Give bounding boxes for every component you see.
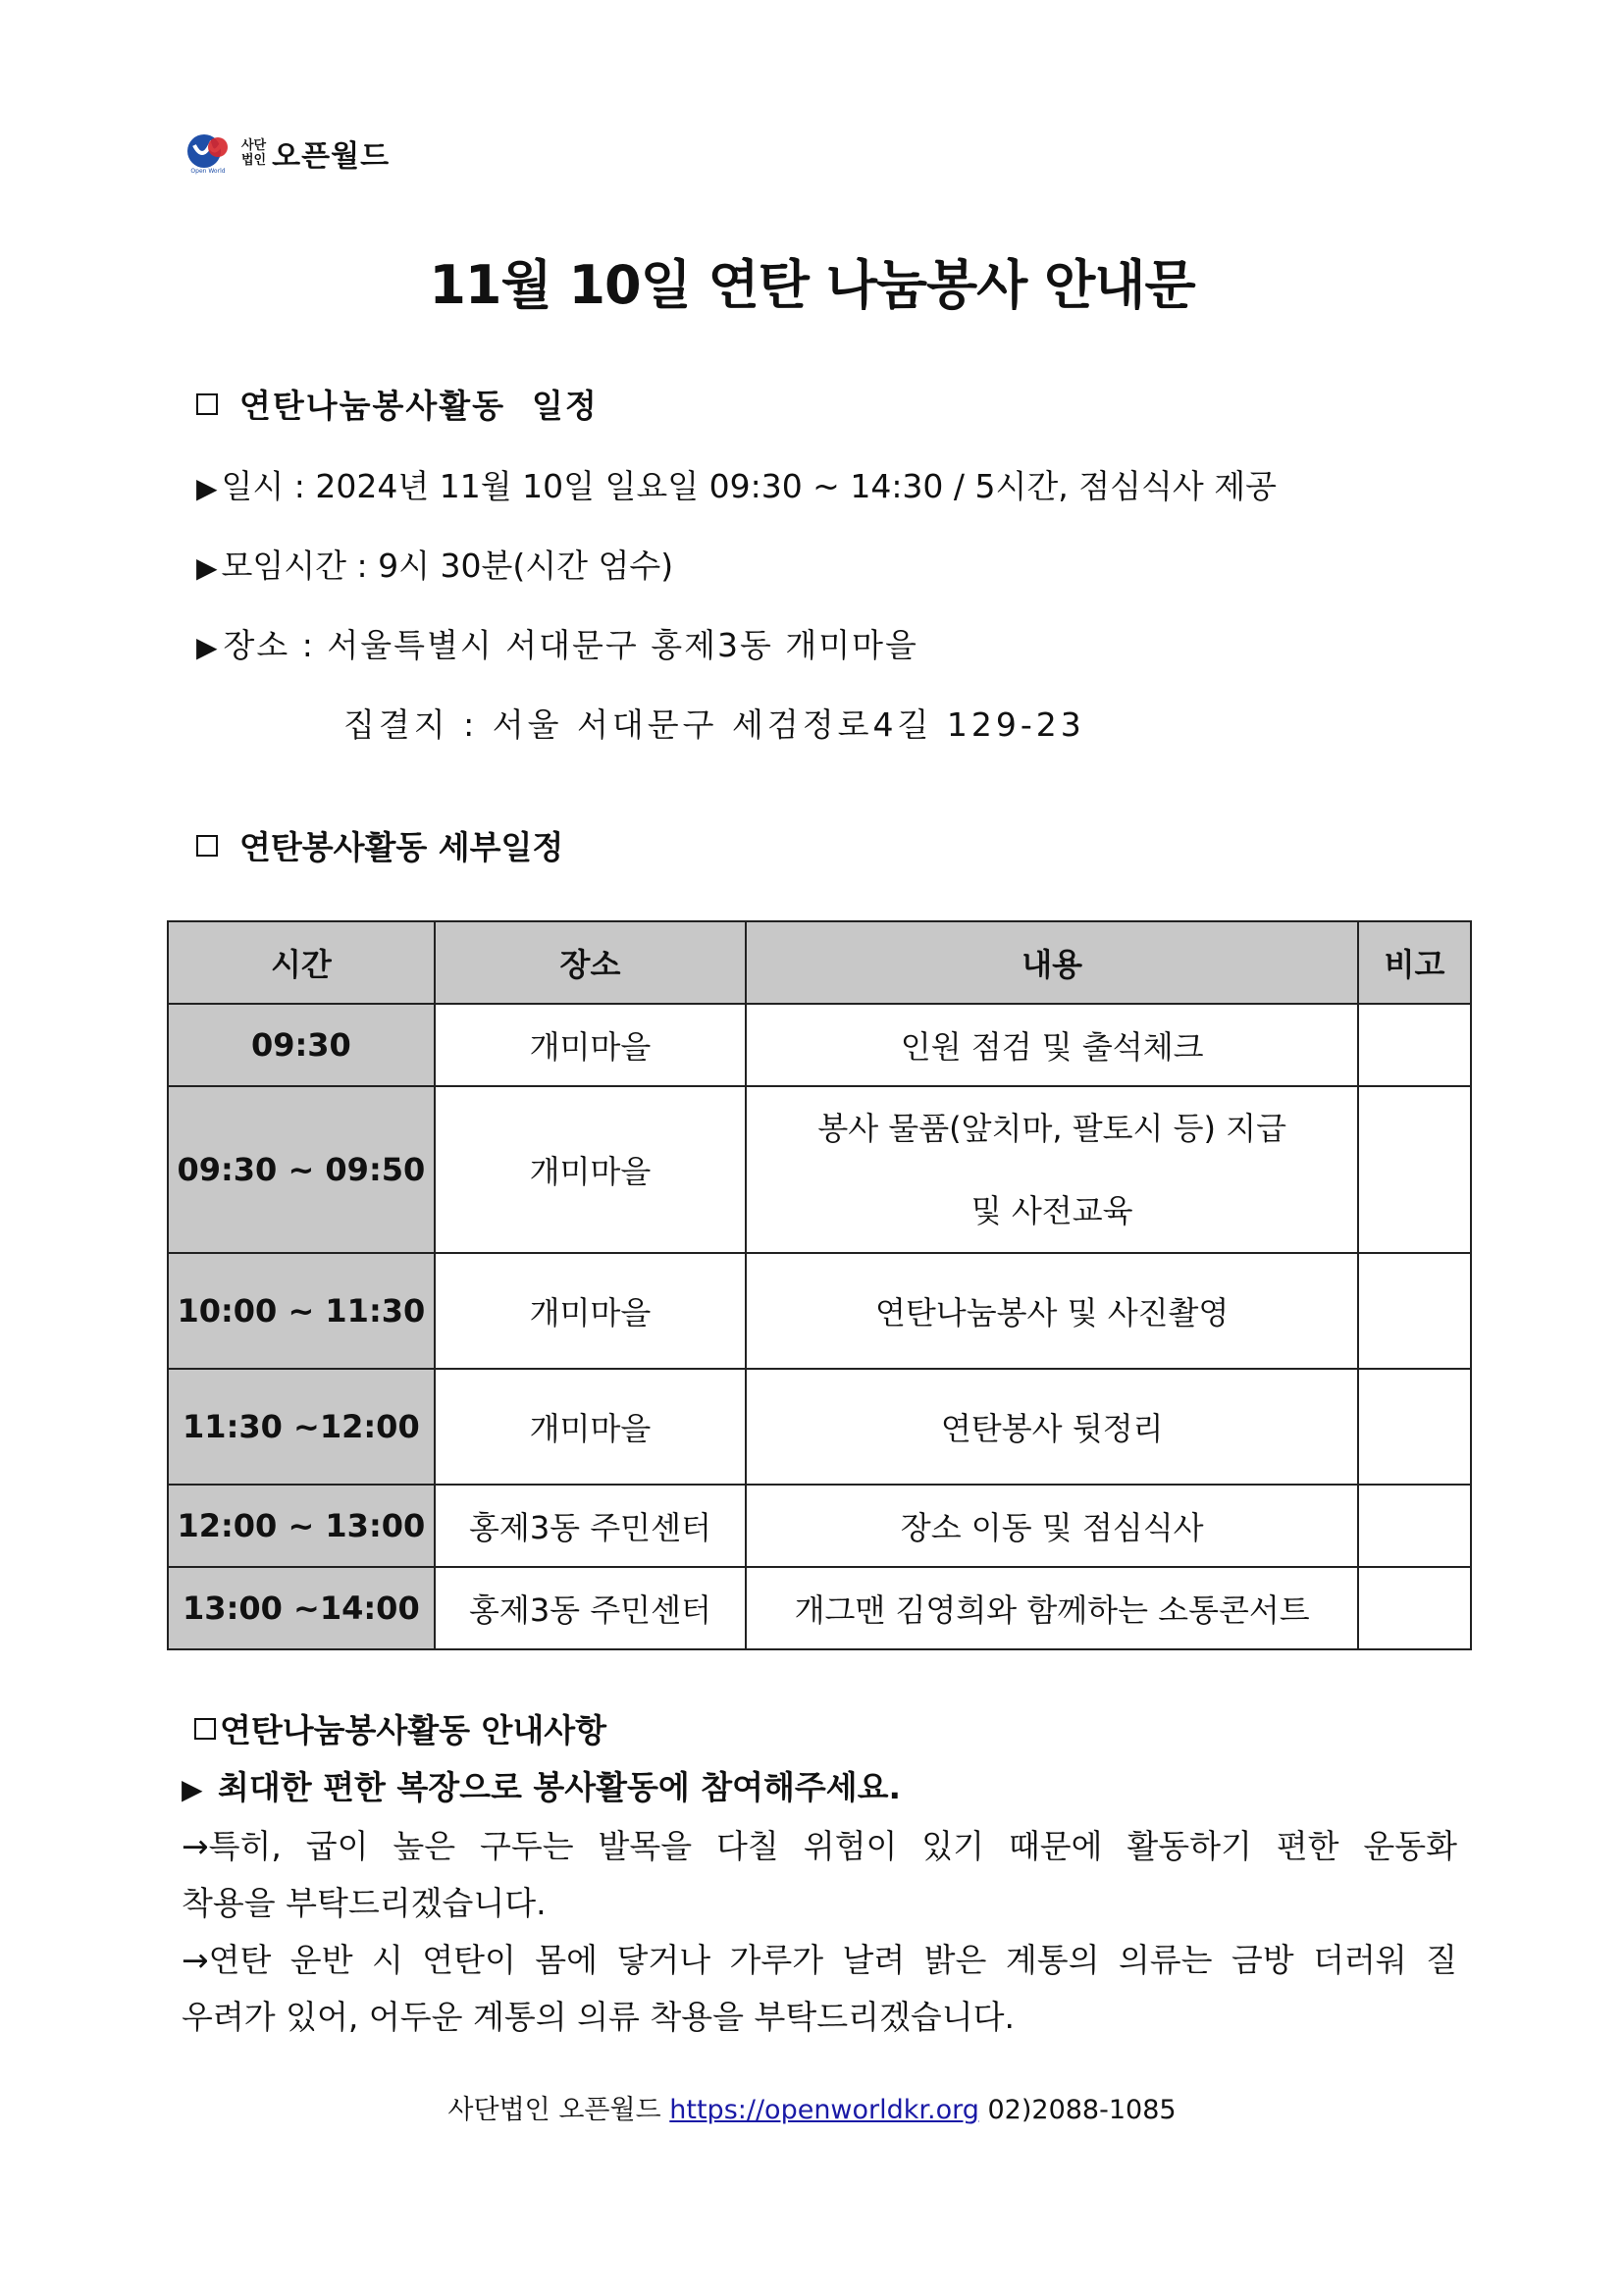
cell-time: 13:00 ~14:00 [168, 1567, 435, 1649]
table-row [168, 1086, 1471, 1253]
notice-2-line-2: 우려가 있어, 어두운 계통의 의류 착용을 부탁드리겠습니다. [182, 1998, 1015, 2036]
notice-1-line-1: →특히, 굽이 높은 구두는 발목을 다칠 위험이 있기 때문에 활동하기 편한 운동화 [182, 1827, 1457, 1865]
table-row [168, 1567, 1471, 1649]
footer-org: 사단법인 오픈월드 [447, 2095, 661, 2125]
logo-small-top: 사단 [241, 138, 267, 153]
cell-note [1358, 1086, 1471, 1253]
section-heading-schedule [196, 381, 599, 427]
cell-note [1358, 1004, 1471, 1086]
section-heading-schedule-text: 연탄나눔봉사활동 일정 [239, 387, 599, 425]
table-row [168, 1253, 1471, 1369]
footer [0, 2088, 1624, 2126]
triangle-right-icon: ▶ [196, 551, 218, 584]
footer-website-link[interactable]: https://openworldkr.org [669, 2095, 979, 2125]
table-row [168, 1485, 1471, 1567]
table-row [168, 1004, 1471, 1086]
cell-note [1358, 1567, 1471, 1649]
checkbox-square-icon [194, 1718, 216, 1740]
schedule-item-date-text: 일시 : 2024년 11월 10일 일요일 09:30 ~ 14:30 / 5시간, 점심식사 제공 [221, 467, 1278, 505]
cell-place: 홍제3동 주민센터 [435, 1485, 746, 1567]
cell-content [746, 1086, 1358, 1253]
column-header-content: 내용 [746, 921, 1358, 1004]
cell-place: 개미마을 [435, 1369, 746, 1485]
cell-content: 장소 이동 및 점심식사 [746, 1485, 1358, 1567]
cell-note [1358, 1253, 1471, 1369]
column-header-place: 장소 [435, 921, 746, 1004]
column-header-time: 시간 [168, 921, 435, 1004]
notice-bullet [182, 1762, 901, 1808]
notice-bullet-text: 최대한 편한 복장으로 봉사활동에 참여해주세요. [218, 1768, 902, 1806]
cell-content-line: 및 사전교육 [970, 1192, 1133, 1229]
cell-place: 홍제3동 주민센터 [435, 1567, 746, 1649]
triangle-right-icon: ▶ [196, 631, 220, 663]
cell-note [1358, 1485, 1471, 1567]
cell-content: 인원 점검 및 출석체크 [746, 1004, 1358, 1086]
section-heading-detail [196, 822, 563, 868]
org-logo [184, 131, 390, 175]
logo-small-text [241, 138, 266, 168]
logo-small-bottom: 법인 [241, 153, 267, 168]
cell-time: 12:00 ~ 13:00 [168, 1485, 435, 1567]
footer-phone: 02)2088-1085 [987, 2095, 1177, 2125]
cell-place: 개미마을 [435, 1086, 746, 1253]
cell-content: 개그맨 김영희와 함께하는 소통콘서트 [746, 1567, 1358, 1649]
cell-note [1358, 1369, 1471, 1485]
checkbox-square-icon [196, 393, 218, 415]
checkbox-square-icon [196, 835, 218, 857]
logo-tagline: Open World [190, 168, 226, 175]
cell-content: 연탄봉사 뒷정리 [746, 1369, 1358, 1485]
table-row [168, 1369, 1471, 1485]
triangle-right-icon: ▶ [182, 1773, 203, 1805]
cell-time: 11:30 ~12:00 [168, 1369, 435, 1485]
schedule-item-place-text: 장소 : 서울특별시 서대문구 홍제3동 개미마을 [223, 626, 918, 664]
cell-place: 개미마을 [435, 1253, 746, 1369]
logo-name: 오픈월드 [272, 139, 391, 174]
section-heading-notice [194, 1705, 606, 1751]
openworld-logo-icon [184, 131, 232, 175]
schedule-item-place [196, 620, 918, 666]
cell-time: 09:30 ~ 09:50 [168, 1086, 435, 1253]
cell-place: 개미마을 [435, 1004, 746, 1086]
schedule-item-date [196, 461, 1277, 507]
triangle-right-icon: ▶ [196, 472, 218, 504]
schedule-item-meet-time-text: 모임시간 : 9시 30분(시간 엄수) [221, 547, 674, 585]
schedule-item-meet-time [196, 541, 673, 587]
cell-content-line: 봉사 물품(앞치마, 팔토시 등) 지급 [817, 1110, 1286, 1147]
cell-content: 연탄나눔봉사 및 사진촬영 [746, 1253, 1358, 1369]
section-heading-detail-text: 연탄봉사활동 세부일정 [239, 828, 564, 866]
table-header-row [168, 921, 1471, 1004]
section-heading-notice-text: 연탄나눔봉사활동 안내사항 [220, 1711, 607, 1749]
notice-1-line-2: 착용을 부탁드리겠습니다. [182, 1884, 547, 1922]
schedule-table [167, 920, 1472, 1650]
page-title: 11월 10일 연탄 나눔봉사 안내문 [429, 254, 1195, 316]
column-header-note: 비고 [1358, 921, 1471, 1004]
cell-time: 09:30 [168, 1004, 435, 1086]
meeting-point: 집결지 : 서울 서대문구 세검정로4길 129-23 [343, 705, 1085, 744]
cell-time: 10:00 ~ 11:30 [168, 1253, 435, 1369]
notice-2-line-1: →연탄 운반 시 연탄이 몸에 닿거나 가루가 날려 밝은 계통의 의류는 금방 더러워 질 [182, 1941, 1457, 1979]
